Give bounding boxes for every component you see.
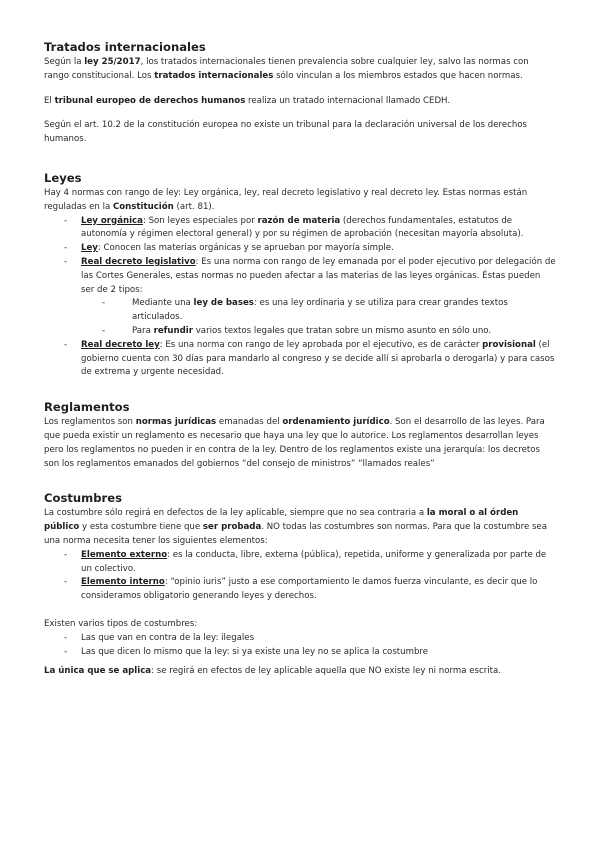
leyes-intro: Hay 4 normas con rango de ley: Ley orgánica, ley, real decreto legislativo y real decreto ley. Estas normas están reguladas en la Constitución (art. 81).	[44, 187, 528, 212]
list-item-type-ilegales: - Las que van en contra de la ley: ilegales	[64, 632, 255, 643]
sub-list-item-refundir: - Para refundir varios textos legales que tratan sobre un mismo asunto en sólo uno.	[102, 325, 492, 336]
tratados-paragraph-3: Según el art. 10.2 de la constitución europea no existe un tribunal para la declaración universal de los derechos humanos.	[44, 120, 528, 145]
list-item-real-decreto-ley: - Real decreto ley: Es una norma con rango de ley aprobada por el ejecutivo, es de carácter provisional (el gobierno cuenta con 30 días para mandarlo al congreso y se decide allí si aprobarla o derogarla) y para casos de extrema y urgente necesidad.	[64, 339, 555, 378]
costumbres-types-intro: Existen varios tipos de costumbres:	[44, 618, 198, 629]
list-item-type-misma-ley: - Las que dicen lo mismo que la ley: si ya existe una ley no se aplica la costumbre	[64, 646, 429, 657]
sub-list-item-ley-de-bases: - Mediante una ley de bases: es una ley ordinaria y se utiliza para crear grandes textos articulados.	[102, 298, 508, 323]
section-title-reglamentos: Reglamentos	[44, 400, 130, 415]
list-item-elemento-externo: - Elemento externo: es la conducta, libre, externa (pública), repetida, uniforme y generalizada por parte de un colectivo.	[64, 549, 547, 574]
list-item-elemento-interno: - Elemento interno: “opinio iuris” justo a ese comportamiento le damos fuerza vinculante, es decir que lo consideramos obligatorio generando leyes y derechos.	[64, 577, 538, 602]
list-item-ley: - Ley: Conocen las materias orgánicas y se aprueban por mayoría simple.	[64, 243, 394, 254]
document-body	[44, 40, 556, 679]
section-title-leyes: Leyes	[44, 170, 82, 185]
tratados-paragraph-1: Según la ley 25/2017, los tratados internacionales tienen prevalencia sobre cualquier ley, salvo las normas con rango constitucional. Los tratados internacionales sólo vinculan a los miembros estados que hacen normas.	[44, 57, 529, 81]
section-title-costumbres: Costumbres	[44, 491, 123, 506]
costumbres-final: La única que se aplica: se regirá en efectos de ley aplicable aquella que NO existe ley ni norma escrita.	[44, 666, 502, 677]
list-item-ley-organica: - Ley orgánica: Son leyes especiales por razón de materia (derechos fundamentales, estatutos de autonomía y régimen electoral general) y por su régimen de aprobación (necesitan mayoría absoluta).	[64, 215, 524, 240]
tratados-paragraph-2: El tribunal europeo de derechos humanos realiza un tratado internacional llamado CEDH.	[44, 95, 451, 106]
costumbres-paragraph: La costumbre sólo regirá en defectos de la ley aplicable, siempre que no sea contraria a la moral o al órden público y esta costumbre tiene que ser probada. NO todas las costumbres son normas. Para que la costumbre sea una norma necesita tener los siguientes elementos:	[44, 508, 547, 546]
list-item-real-decreto-legislativo: - Real decreto legislativo: Es una norma con rango de ley emanada por el poder ejecutivo por delegación de las Cortes Generales, estas normas no pueden afectar a las materias de las leyes orgánicas. Éstas pueden ser de 2 tipos:	[64, 256, 556, 295]
reglamentos-paragraph: Los reglamentos son normas jurídicas emanadas del ordenamiento jurídico. Son el desarrollo de las leyes. Para que pueda existir un reglamento es necesario que haya una ley que lo autorice. Los reglamentos desarrollan leyes pero los reglamentos no pueden ir en contra de la ley. Dentro de los reglamentos existe una jerarquía: los decretos son los reglamentos emanados del gobiernos “del consejo de ministros” “llamados reales”	[44, 417, 545, 469]
section-title-tratados: Tratados internacionales	[44, 40, 206, 54]
